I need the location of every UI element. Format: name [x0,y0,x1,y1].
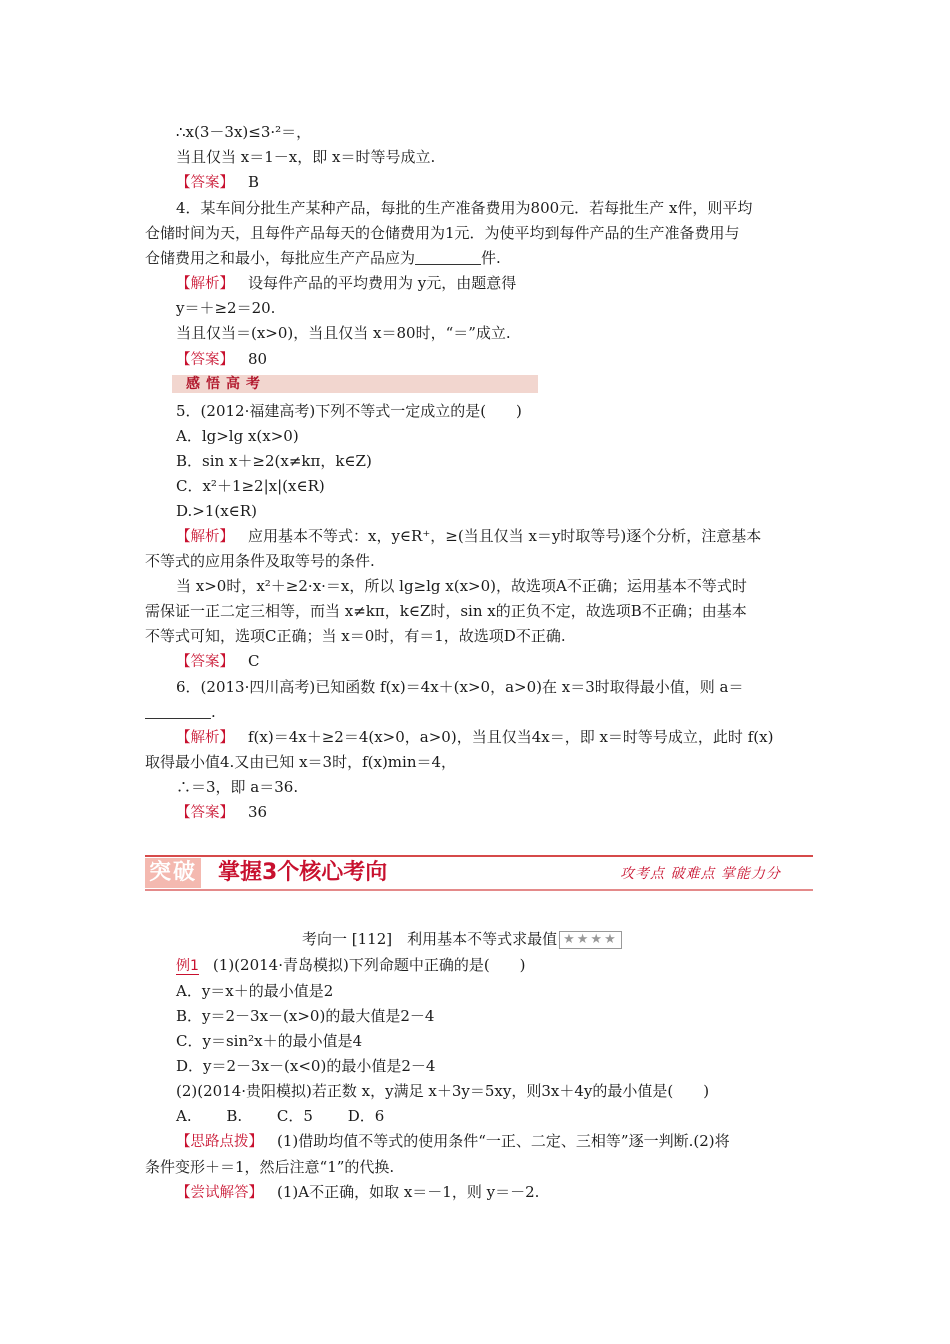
hint-line [176,1131,730,1152]
option-a: A．y＝x＋的最小值是2 [176,982,334,1000]
solution-tag: 【尝试解答】 [176,1185,263,1201]
example-line [176,955,526,976]
analysis-line [176,526,761,547]
answer-line [176,802,267,823]
analysis-tag: 【解析】 [176,730,234,746]
text-line: y＝＋≥2＝20. [176,299,276,317]
option-d: D．y＝2－3x－(x<0)的最小值是2－4 [176,1057,436,1075]
analysis-tag: 【解析】 [176,276,234,292]
analysis-line [176,727,773,748]
answer-tag: 【答案】 [176,175,234,191]
answer-tag: 【答案】 [176,805,234,821]
option-a: A．lg>lg x(x>0) [176,427,299,445]
answer-blank [145,704,211,719]
answer-value: C [248,652,260,670]
answer-tag: 【答案】 [176,352,234,368]
text-line: 当且仅当＝(x>0)，当且仅当 x＝80时，“＝”成立. [176,324,511,342]
question-4: 4．某车间分批生产某种产品，每批的生产准备费用为800元．若每批生产 x件，则平均 [176,199,753,217]
banner-title: 掌握3个核心考向 [218,860,388,885]
banner-top-rule [145,855,813,857]
text-line: (2)(2014·贵阳模拟)若正数 x，y满足 x＋3y＝5xy，则3x＋4y的最小值是( ) [176,1082,710,1100]
analysis-line [176,273,516,294]
text-line [145,702,216,722]
question-5: 5．(2012·福建高考)下列不等式一定成立的是( ) [176,402,522,420]
text-line: 条件变形＋＝1，然后注意“1”的代换. [145,1158,395,1176]
question-6: 6．(2013·四川高考)已知函数 f(x)＝4x＋(x>0，a>0)在 x＝3时取得最小值，则 a＝ [176,678,744,696]
answer-line [176,651,259,672]
option-b: B．sin x＋≥2(x≠kπ，k∈Z) [176,452,372,470]
topic-title: 考向一 [112] 利用基本不等式求最值 [302,930,558,948]
example-label: 例1 [176,958,199,974]
answer-line [176,172,259,193]
option-c: C．x²＋1≥2|x|(x∈R) [176,477,325,495]
text-line [145,248,501,268]
topic-heading [302,929,622,949]
answer-line [176,349,267,370]
text-fragment: 件. [481,249,501,267]
text-fragment: . [211,703,216,721]
text-line: ∴＝3，即 a＝36. [176,778,299,796]
text-line: 不等式可知，选项C正确；当 x＝0时，有＝1，故选项D不正确. [145,627,566,645]
text-fragment: 仓储费用之和最小，每批应生产产品应为 [145,249,416,267]
banner-bottom-rule [145,889,813,891]
analysis-tag: 【解析】 [176,529,234,545]
text-line: 不等式的应用条件及取等号的条件. [145,552,375,570]
section-header: 感悟高考 [186,376,266,392]
text-line: 仓储时间为天，且每件产品每天的仓储费用为1元．为使平均到每件产品的生产准备费用与 [145,224,740,242]
option-c: C．y＝sin²x＋的最小值是4 [176,1032,363,1050]
analysis-text: 设每件产品的平均费用为 y元，由题意得 [248,274,517,292]
answer-blank [415,250,481,265]
option-d: D.>1(x∈R) [176,502,257,520]
text-line: ∴x(3－3x)≤3·²＝， [176,123,312,141]
answer-value: 80 [248,350,268,368]
solution-text: (1)A不正确，如取 x＝－1，则 y＝－2. [277,1183,540,1201]
solution-line [176,1182,539,1203]
options-line: A. B. C．5 D．6 [176,1107,385,1125]
text-line: 取得最小值4.又由已知 x＝3时，f(x)min＝4， [145,753,457,771]
analysis-text: 应用基本不等式：x，y∈R⁺，≥(当且仅当 x＝y时取等号)逐个分析，注意基本 [248,527,762,545]
difficulty-stars: ★★★★ [559,931,622,949]
text-line: 当且仅当 x＝1－x，即 x＝时等号成立. [176,148,436,166]
text-line: 需保证一正二定三相等，而当 x≠kπ，k∈Z时，sin x的正负不定，故选项B不正确；由基本 [145,602,747,620]
answer-tag: 【答案】 [176,654,234,670]
answer-value: 36 [248,803,268,821]
banner-label: 突破 [145,858,201,888]
analysis-text: f(x)＝4x＋≥2＝4(x>0，a>0)，当且仅当4x＝，即 x＝时等号成立，此时 f(x) [248,728,774,746]
answer-value: B [248,173,260,191]
hint-text: (1)借助均值不等式的使用条件“一正、二定、三相等”逐一判断.(2)将 [277,1132,730,1150]
example-question: (1)(2014·青岛模拟)下列命题中正确的是( ) [212,956,526,974]
hint-tag: 【思路点拨】 [176,1134,263,1150]
option-b: B．y＝2－3x－(x>0)的最大值是2－4 [176,1007,435,1025]
text-line: 当 x>0时，x²＋≥2·x·＝x，所以 lg≥lg x(x>0)，故选项A不正确；运用基本不等式时 [176,577,747,595]
banner-subtitle: 攻考点 破难点 掌能力分 [620,866,781,882]
